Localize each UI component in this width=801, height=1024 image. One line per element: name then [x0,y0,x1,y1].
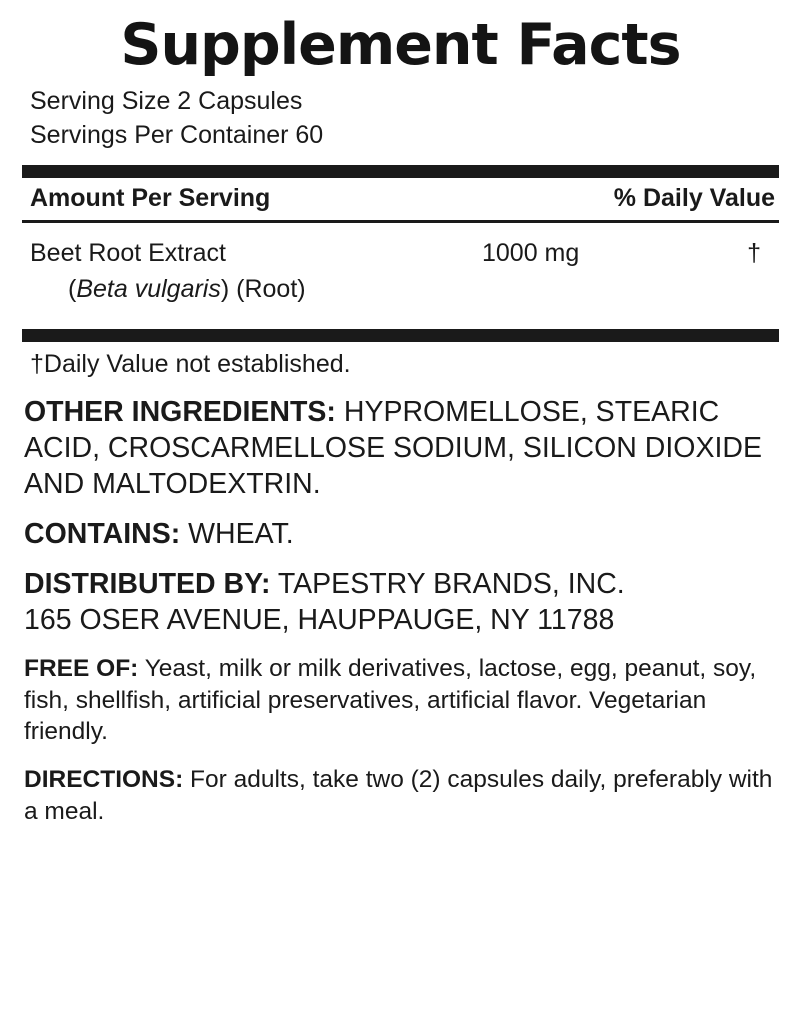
botanical-name: Beta vulgaris [76,275,221,304]
free-of-section [24,653,777,749]
daily-value-header: % Daily Value [613,183,775,212]
contains-text: WHEAT. [180,518,294,551]
free-of-label: FREE OF: [24,654,139,682]
plant-part: ) (Root) [220,275,306,304]
panel-divider-thick-top [22,165,779,178]
other-ingredients-text: HYPROMELLOSE, STEARIC ACID, CROSCARMELLOSE SODIUM, SILICON DIOXIDE AND MALTODEXTRIN. [24,396,762,501]
table-row [30,235,775,271]
amount-per-serving-header: Amount Per Serving [30,183,271,212]
label-text-sections [22,379,779,828]
nutrient-list [22,223,779,318]
nutrient-name: Beet Root Extract [30,238,226,267]
distributed-by-section [24,567,777,639]
nutrient-daily-value: † [747,238,761,267]
free-of-text: Yeast, milk or milk derivatives, lactose, egg, peanut, soy, fish, shellfish, artificial preservatives, artificial flavor. Vegetarian friendly. [24,654,757,746]
servings-per-container-text: Servings Per Container 60 [30,121,324,150]
contains-label: CONTAINS: [24,518,181,551]
directions-text: For adults, take two (2) capsules daily, preferably with a meal. [24,766,773,826]
daily-value-footnote: †Daily Value not established. [30,350,351,379]
distributor-name: TAPESTRY BRANDS, INC. [270,567,625,600]
supplement-facts-panel [22,12,779,379]
serving-size-text: Serving Size 2 Capsules [30,86,303,115]
other-ingredients-label: OTHER INGREDIENTS: [24,396,336,429]
contains-section [24,517,777,553]
directions-section [24,764,777,828]
distributed-by-label: DISTRIBUTED BY: [24,567,271,600]
distributor-address: 165 OSER AVENUE, HAUPPAUGE, NY 11788 [24,603,615,636]
panel-column-headers [22,178,779,220]
nutrient-amount: 1000 mg [482,238,580,267]
page-title: Supplement Facts [120,12,681,78]
directions-label: DIRECTIONS: [24,766,184,794]
nutrient-botanical-source [30,271,775,307]
paren-open: ( [68,275,77,304]
panel-divider-thick-bottom [22,329,779,342]
other-ingredients-section [24,395,777,503]
